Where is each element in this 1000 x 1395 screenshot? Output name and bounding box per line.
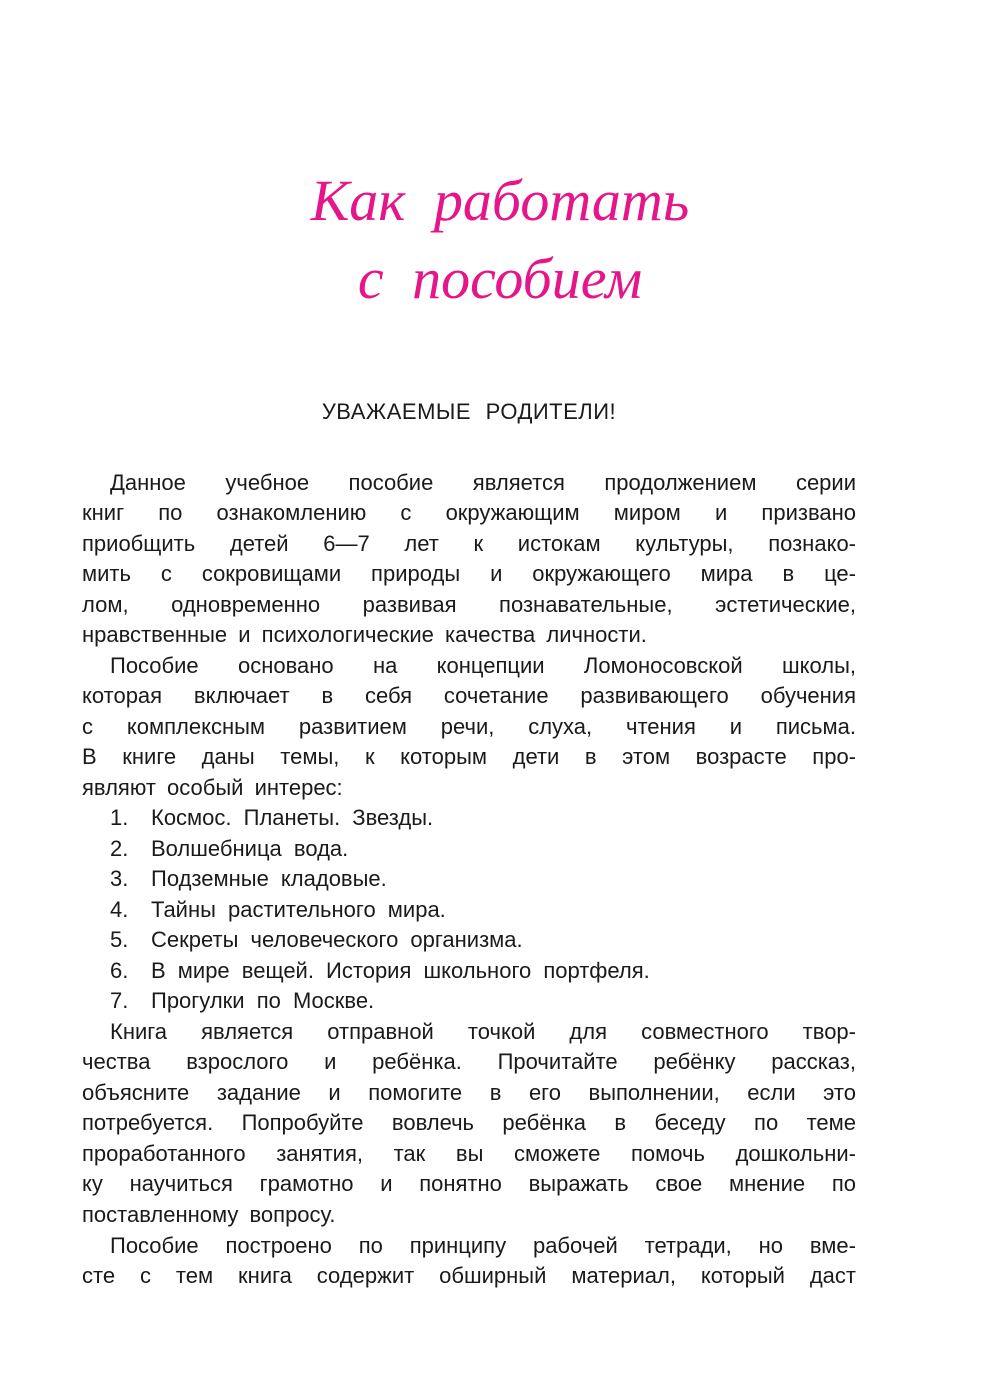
paragraph-3-line: поставленному вопросу. <box>82 1202 336 1227</box>
section-heading: УВАЖАЕМЫЕ РОДИТЕЛИ! <box>321 399 617 424</box>
list-item-text: Тайны растительного мира. <box>151 897 446 922</box>
paragraph-1-line: Данное учебное пособие является продолжением серии <box>110 470 856 495</box>
list-item-number: 2. <box>110 836 129 861</box>
paragraph-3-line: чества взрослого и ребёнка. Прочитайте ребёнку рассказ, <box>82 1049 856 1074</box>
paragraph-2-line: которая включает в себя сочетание развивающего обучения <box>82 683 856 708</box>
paragraph-2-line: являют особый интерес: <box>82 775 343 800</box>
paragraph-1-line: лом, одновременно развивая познавательные, эстетические, <box>82 592 856 617</box>
paragraph-4-line: Пособие построено по принципу рабочей тетради, но вме- <box>110 1233 856 1258</box>
paragraph-1-line: приобщить детей 6—7 лет к истокам культуры, познако- <box>82 531 856 556</box>
list-item-number: 5. <box>110 927 129 952</box>
paragraph-2-line: В книге даны темы, к которым дети в этом возрасте про- <box>82 744 856 769</box>
list-item-number: 1. <box>110 805 129 830</box>
paragraph-3-line: Книга является отправной точкой для совместного твор- <box>110 1019 856 1044</box>
list-item <box>110 803 433 833</box>
list-item-text: Прогулки по Москве. <box>151 988 375 1013</box>
list-item-text: Космос. Планеты. Звезды. <box>151 805 434 830</box>
list-item-text: Подземные кладовые. <box>151 866 387 891</box>
paragraph-3-line: проработанного занятия, так вы сможете помочь дошкольни- <box>82 1141 856 1166</box>
list-item <box>110 956 650 986</box>
page-title-line-1: Как работать <box>310 168 690 233</box>
list-item-text: Волшебница вода. <box>151 836 349 861</box>
list-item <box>110 834 348 864</box>
paragraph-1-line: мить с сокровищами природы и окружающего мира в це- <box>82 561 856 586</box>
list-item-number: 4. <box>110 897 129 922</box>
paragraph-1-line: книг по ознакомлению с окружающим миром и призвано <box>82 500 856 525</box>
paragraph-4-line: сте с тем книга содержит обширный материал, который даст <box>82 1263 856 1288</box>
paragraph-3-line: ку научиться грамотно и понятно выражать свое мнение по <box>82 1171 856 1196</box>
paragraph-3-line: потребуется. Попробуйте вовлечь ребёнка в беседу по теме <box>82 1110 856 1135</box>
list-item-text: В мире вещей. История школьного портфеля. <box>151 958 650 983</box>
paragraph-2-line: Пособие основано на концепции Ломоносовской школы, <box>110 653 856 678</box>
list-item-number: 6. <box>110 958 129 983</box>
paragraph-1-line: нравственные и психологические качества личности. <box>82 622 647 647</box>
list-item-number: 3. <box>110 866 129 891</box>
page-title-line-2: с пособием <box>357 246 643 311</box>
list-item <box>110 925 523 955</box>
paragraph-2-line: с комплексным развитием речи, слуха, чтения и письма. <box>82 714 856 739</box>
list-item-number: 7. <box>110 988 129 1013</box>
list-item <box>110 864 387 894</box>
list-item <box>110 895 446 925</box>
paragraph-3-line: объясните задание и помогите в его выполнении, если это <box>82 1080 856 1105</box>
list-item <box>110 986 374 1016</box>
list-item-text: Секреты человеческого организма. <box>151 927 523 952</box>
